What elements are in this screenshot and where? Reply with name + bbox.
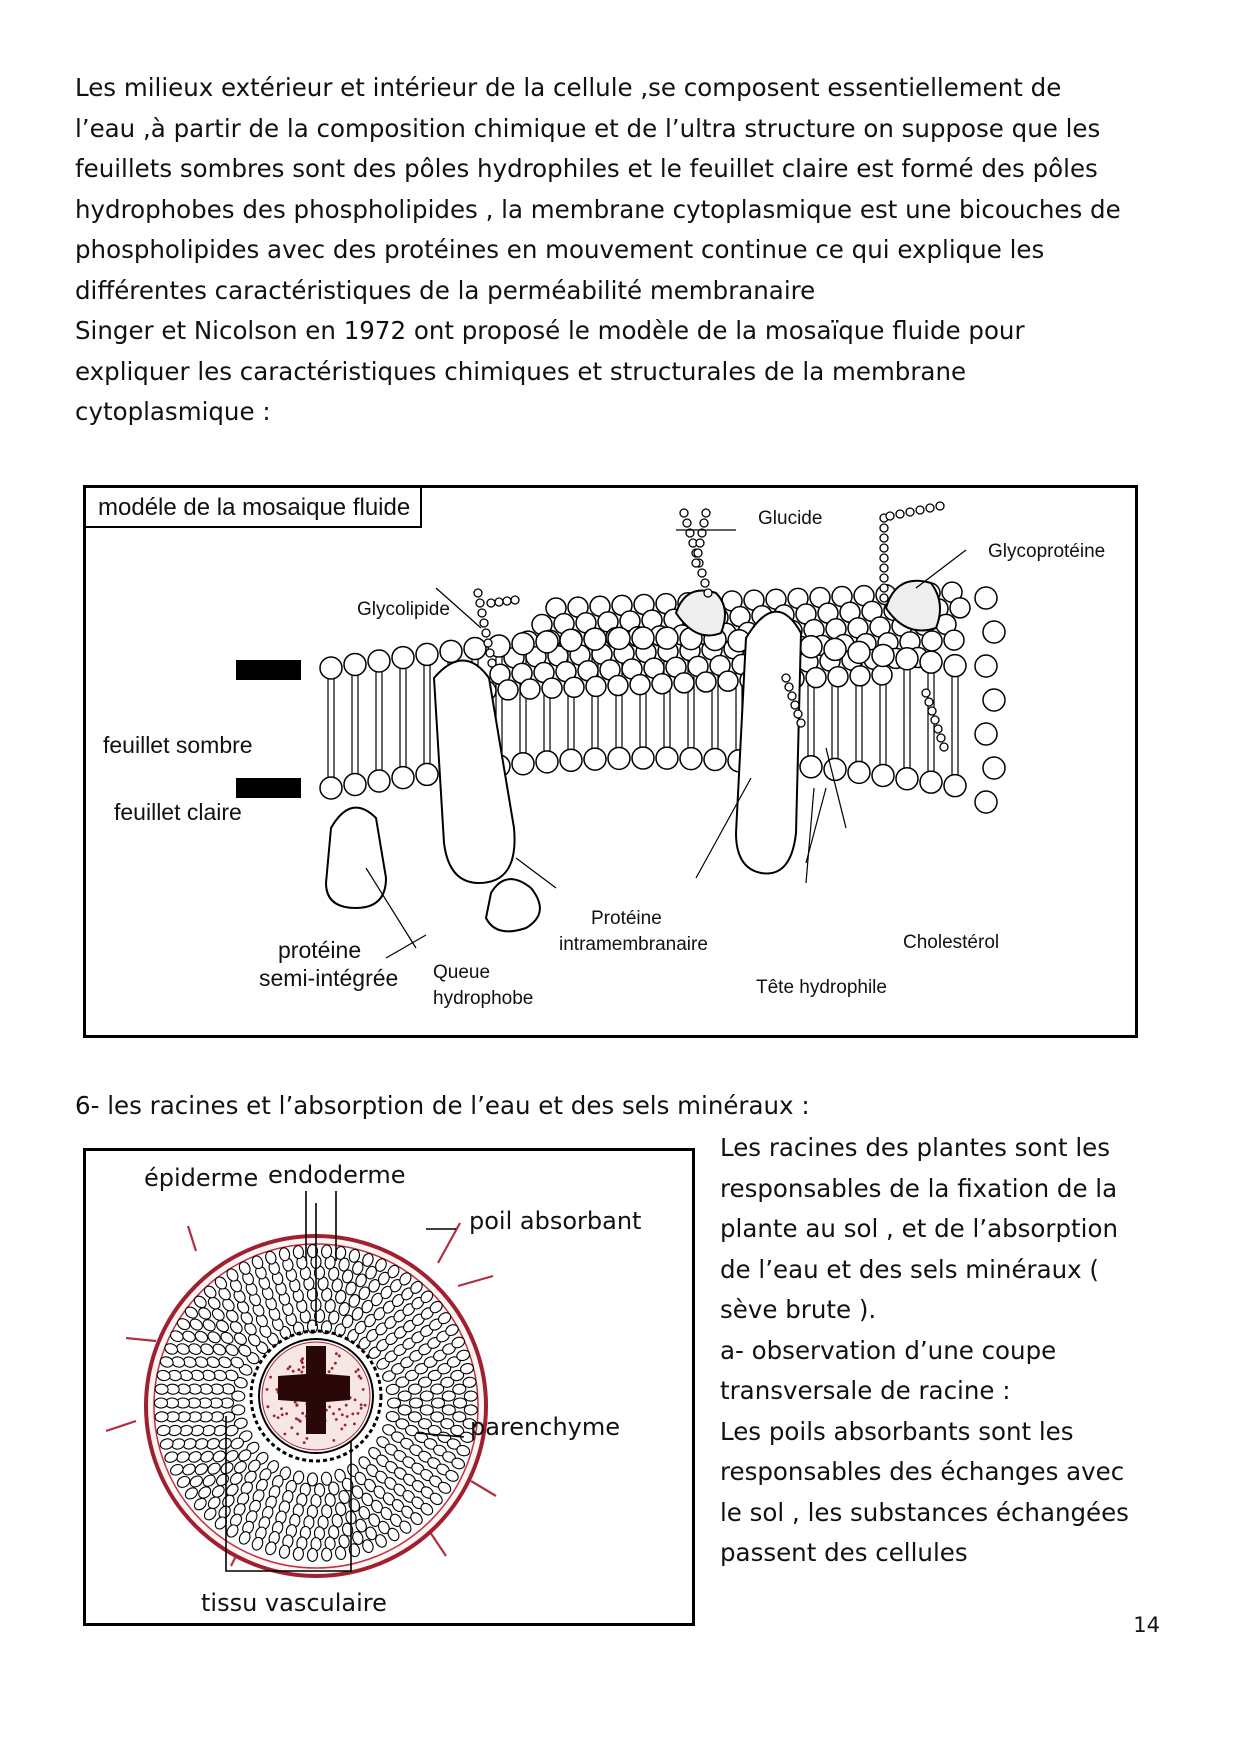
lipid-head-lower [896, 768, 918, 790]
vascular-cell [335, 1418, 338, 1421]
vascular-cell [281, 1413, 284, 1416]
glycolipide-chain [495, 598, 503, 606]
lipid-head-lower [848, 761, 870, 783]
lipid-head-upper [920, 651, 942, 673]
lipid-head-top [542, 678, 562, 698]
lipid-head-top [564, 677, 584, 697]
vascular-cell [276, 1388, 279, 1391]
lipid-head-lower [416, 763, 438, 785]
vascular-cell [364, 1404, 367, 1407]
label-glucide: Glucide [758, 508, 823, 529]
lipid-head-lower [320, 777, 342, 799]
lipid-head-upper [848, 641, 870, 663]
vascular-cell [267, 1405, 270, 1408]
lipid-head-lower [944, 775, 966, 797]
lipid-head-upper [800, 636, 822, 658]
lipid-head-edge [983, 621, 1005, 643]
roots-line: responsables des échanges avec [720, 1457, 1125, 1486]
lipid-head-top [950, 598, 970, 618]
roots-line: plante au sol , et de l’absorption [720, 1214, 1118, 1243]
vascular-cell [298, 1368, 301, 1371]
page-number: 14 [1133, 1613, 1160, 1637]
vascular-cell [362, 1388, 365, 1391]
vascular-cell [340, 1428, 343, 1431]
roots-line: sève brute ). [720, 1295, 877, 1324]
feuillet-sombre-marker [236, 660, 301, 680]
glycoprotein-chain [886, 512, 894, 520]
lipid-head-top [872, 665, 892, 685]
vascular-cell [303, 1441, 306, 1444]
cholesterol-chain [940, 743, 948, 751]
glycoprotein-chain [936, 502, 944, 510]
glucide-chain [700, 519, 708, 527]
lipid-head-top [498, 680, 518, 700]
roots-line: transversale de racine : [720, 1376, 1011, 1405]
cholesterol-chain [782, 674, 790, 682]
vascular-cell [332, 1412, 335, 1415]
lipid-head-top [828, 667, 848, 687]
glycolipide-chain [482, 629, 490, 637]
root-hair [126, 1338, 156, 1341]
vascular-cell [353, 1423, 356, 1426]
vascular-cell [284, 1433, 287, 1436]
transmembrane-protein [736, 612, 801, 874]
parenchyme-cell [321, 1245, 332, 1259]
glycolipide-chain [511, 596, 519, 604]
label-queue-1: Queue [433, 962, 491, 983]
section-heading [75, 1086, 1185, 1127]
lipid-head-lower [800, 756, 822, 778]
intro-line: feuillets sombres sont des pôles hydrophiles et le feuillet claire est formé des pôles [75, 154, 1098, 183]
vascular-cell [328, 1370, 331, 1373]
roots-line: passent des cellules [720, 1538, 968, 1567]
lipid-head-top [674, 673, 694, 693]
intro-line: phospholipides avec des protéines en mouvement continue ce qui explique les [75, 235, 1045, 264]
parenchyme-cell [464, 1391, 477, 1402]
membrane-figure [83, 485, 1138, 1038]
lipid-head-upper [344, 653, 366, 675]
intro-line: expliquer les caractéristiques chimiques et structurales de la membrane [75, 356, 967, 386]
lipid-head-upper [608, 627, 630, 649]
lipid-head-edge [975, 791, 997, 813]
intro-line: différentes caractéristiques de la perméabilité membranaire [75, 275, 816, 305]
lipid-head-top [652, 674, 672, 694]
lipid-head-upper [944, 655, 966, 677]
vascular-cell [301, 1412, 304, 1415]
lipid-head-edge [975, 723, 997, 745]
label-proteine-semi-2: semi-intégrée [259, 965, 399, 991]
glycoprotein-chain [916, 506, 924, 514]
vascular-cell [328, 1406, 331, 1409]
vascular-cell [277, 1416, 280, 1419]
glucide-chain [694, 549, 702, 557]
roots-line: le sol , les substances échangées [720, 1497, 1129, 1527]
glucide-chain [698, 569, 706, 577]
lipid-head-upper [896, 648, 918, 670]
glycoprotein-chain [880, 564, 888, 572]
lipid-head-lower [392, 767, 414, 789]
vascular-cell [334, 1362, 337, 1365]
vascular-cell [345, 1404, 348, 1407]
glucide-chain [680, 509, 688, 517]
figure-title: modéle de la mosaique fluide [86, 488, 422, 528]
parenchyme-cell [155, 1398, 168, 1408]
label-epiderme: épiderme [144, 1164, 259, 1192]
lipid-head-lower [656, 747, 678, 769]
parenchyme-cell [432, 1398, 445, 1408]
lipid-head-lower [584, 748, 606, 770]
vascular-cell [360, 1377, 363, 1380]
glucide-chain [683, 519, 691, 527]
lipid-head-upper [368, 650, 390, 672]
label-proteine-semi-1: protéine [278, 937, 362, 963]
vascular-cell [292, 1370, 295, 1373]
glycoprotein-chain [926, 504, 934, 512]
glycoprotein-chain [880, 574, 888, 582]
lipid-head-lower [632, 747, 654, 769]
root-hair [458, 1276, 493, 1286]
vascular-cell [346, 1415, 349, 1418]
cholesterol-chain [931, 716, 939, 724]
label-cholesterol: Cholestérol [903, 932, 1000, 953]
vascular-cell [266, 1388, 269, 1391]
label-glycoproteine: Glycoprotéine [988, 541, 1106, 562]
feuillet-sombre-marker-bottom [236, 778, 301, 798]
roots-paragraph [720, 1128, 1180, 1574]
vascular-cell [290, 1426, 293, 1429]
vascular-cell [338, 1355, 341, 1358]
lipid-head-top [922, 631, 942, 651]
lipid-head-lower [704, 748, 726, 770]
label-endoderme: endoderme [268, 1161, 406, 1189]
lipid-head-lower [872, 764, 894, 786]
lipid-head-edge [983, 689, 1005, 711]
cholesterol-chain [928, 707, 936, 715]
glycolipide-chain [487, 599, 495, 607]
lipid-head-upper [560, 629, 582, 651]
lipid-head-top [696, 672, 716, 692]
lipid-head-top [608, 676, 628, 696]
lipid-head-top [718, 671, 738, 691]
lipid-head-upper [464, 638, 486, 660]
glycolipide-chain [484, 639, 492, 647]
label-feuillet-sombre: feuillet sombre [103, 732, 253, 758]
vascular-cell [302, 1366, 305, 1369]
label-poil-absorbant: poil absorbant [469, 1207, 642, 1235]
cholesterol-chain [922, 689, 930, 697]
glycoprotein-chain [880, 594, 888, 602]
vascular-cell [351, 1413, 354, 1416]
lipid-head-upper [536, 631, 558, 653]
glycolipide-chain [474, 589, 482, 597]
intro-paragraph [75, 68, 1185, 433]
vascular-cell [355, 1370, 358, 1373]
cholesterol-chain [791, 701, 799, 709]
lipid-head-upper [512, 633, 534, 655]
root-figure [83, 1148, 695, 1626]
lipid-head-top [850, 666, 870, 686]
glucide-chain [692, 559, 700, 567]
lipid-head-upper [440, 640, 462, 662]
vascular-cell [335, 1352, 338, 1355]
glucide-chain [701, 579, 709, 587]
intro-line: l’eau ,à partir de la composition chimique et de l’ultra structure on suppose que les [75, 113, 1101, 143]
intro-line: Singer et Nicolson en 1972 ont proposé le modèle de la mosaïque fluide pour [75, 316, 1025, 345]
vascular-cell [296, 1403, 299, 1406]
lipid-head-top [944, 630, 964, 650]
vascular-cell [297, 1419, 300, 1422]
vascular-cell [357, 1412, 360, 1415]
vascular-cell [360, 1407, 363, 1410]
vascular-cell [280, 1407, 283, 1410]
glycoprotein-chain [896, 510, 904, 518]
glycoprotein-chain [906, 508, 914, 516]
vascular-cell [301, 1357, 304, 1360]
glycolipide-chain [478, 609, 486, 617]
glucide-chain [696, 539, 704, 547]
bottom-protein [486, 879, 540, 931]
glycolipide-chain [476, 599, 484, 607]
intro-line: cytoplasmique : [75, 397, 271, 426]
vascular-cell [360, 1403, 363, 1406]
glycolipide-chain [480, 619, 488, 627]
lipid-head-lower [344, 773, 366, 795]
intro-line: hydrophobes des phospholipides , la membrane cytoplasmique est une bicouches de [75, 194, 1121, 224]
section-heading-text: 6- les racines et l’absorption de l’eau et des sels minéraux : [75, 1091, 810, 1120]
intro-line: Les milieux extérieur et intérieur de la cellule ,se composent essentiellement de [75, 73, 1062, 102]
vascular-cell [306, 1437, 309, 1440]
parenchyme-cell [410, 1398, 423, 1408]
lipid-head-top [520, 679, 540, 699]
glucide-chain [702, 509, 710, 517]
vascular-cell [289, 1365, 292, 1368]
glycoprotein-chain [880, 584, 888, 592]
lipid-head-top [630, 675, 650, 695]
lipid-head-upper [584, 628, 606, 650]
lipid-head-edge [975, 655, 997, 677]
lipid-head-top [806, 668, 826, 688]
roots-line: Les poils absorbants sont les [720, 1416, 1074, 1446]
glycoprotein-chain [880, 524, 888, 532]
lipid-head-upper [824, 638, 846, 660]
vascular-cell [341, 1413, 344, 1416]
lipid-head-lower [824, 758, 846, 780]
cholesterol-chain [794, 710, 802, 718]
glycolipide-chain [488, 659, 496, 667]
cholesterol-chain [934, 725, 942, 733]
lipid-head-edge [983, 757, 1005, 779]
semi-integrated-protein [326, 808, 386, 908]
lipid-head-lower [512, 753, 534, 775]
glycoprotein-chain [880, 534, 888, 542]
glucide-chain [704, 589, 712, 597]
vascular-cell [332, 1439, 335, 1442]
roots-line: de l’eau et des sels minéraux ( [720, 1254, 1099, 1284]
vascular-cell [269, 1376, 272, 1379]
lipid-head-lower [608, 747, 630, 769]
roots-line: responsables de la fixation de la [720, 1173, 1118, 1203]
lipid-head-upper [656, 627, 678, 649]
glycolipide-chain [486, 649, 494, 657]
parenchyme-cell [454, 1398, 467, 1408]
glycoprotein-chain [880, 544, 888, 552]
lipid-head-lower [680, 748, 702, 770]
lipid-head-upper [632, 627, 654, 649]
cholesterol-chain [937, 734, 945, 742]
label-tissu-vasculaire: tissu vasculaire [201, 1589, 387, 1617]
vascular-cell [357, 1368, 360, 1371]
label-feuillet-claire: feuillet claire [114, 799, 242, 825]
vascular-cell [273, 1415, 276, 1418]
vascular-cell [287, 1367, 290, 1370]
roots-line: Les racines des plantes sont les [720, 1133, 1110, 1162]
glycoprotein-chain [880, 554, 888, 562]
vascular-cell [338, 1408, 341, 1411]
cholesterol-chain [797, 719, 805, 727]
label-queue-2: hydrophobe [433, 988, 534, 1009]
lipid-head-lower [560, 749, 582, 771]
label-proteine-intra-2: intramembranaire [559, 934, 708, 955]
root-hair [188, 1226, 196, 1251]
parenchyme-cell [388, 1398, 401, 1408]
lipid-head-upper [392, 647, 414, 669]
parenchyme-cell [321, 1548, 332, 1562]
lipid-head-lower [920, 771, 942, 793]
root-hair [471, 1481, 496, 1496]
label-tete-hydrophile: Tête hydrophile [756, 977, 887, 998]
roots-line: a- observation d’une coupe [720, 1335, 1057, 1365]
cholesterol-chain [788, 692, 796, 700]
label-parenchyme: parenchyme [470, 1413, 621, 1441]
cholesterol-chain [785, 683, 793, 691]
cholesterol-chain [925, 698, 933, 706]
vascular-cell [300, 1371, 303, 1374]
vascular-cell [354, 1399, 357, 1402]
lipid-head-top [586, 676, 606, 696]
vascular-cell [331, 1367, 334, 1370]
lipid-head-edge [975, 587, 997, 609]
vascular-cell [344, 1424, 347, 1427]
vascular-cell [285, 1412, 288, 1415]
glycolipide-chain [503, 597, 511, 605]
vascular-cell [301, 1361, 304, 1364]
lipid-head-lower [536, 751, 558, 773]
lipid-head-upper [416, 643, 438, 665]
lipid-head-upper [320, 657, 342, 679]
lipid-head-upper [872, 644, 894, 666]
label-proteine-intra-1: Protéine [591, 908, 662, 929]
vascular-cell [296, 1433, 299, 1436]
label-glycolipide: Glycolipide [357, 599, 450, 620]
parenchyme-cell [307, 1548, 317, 1561]
root-hair [106, 1421, 136, 1431]
lipid-head-lower [368, 770, 390, 792]
